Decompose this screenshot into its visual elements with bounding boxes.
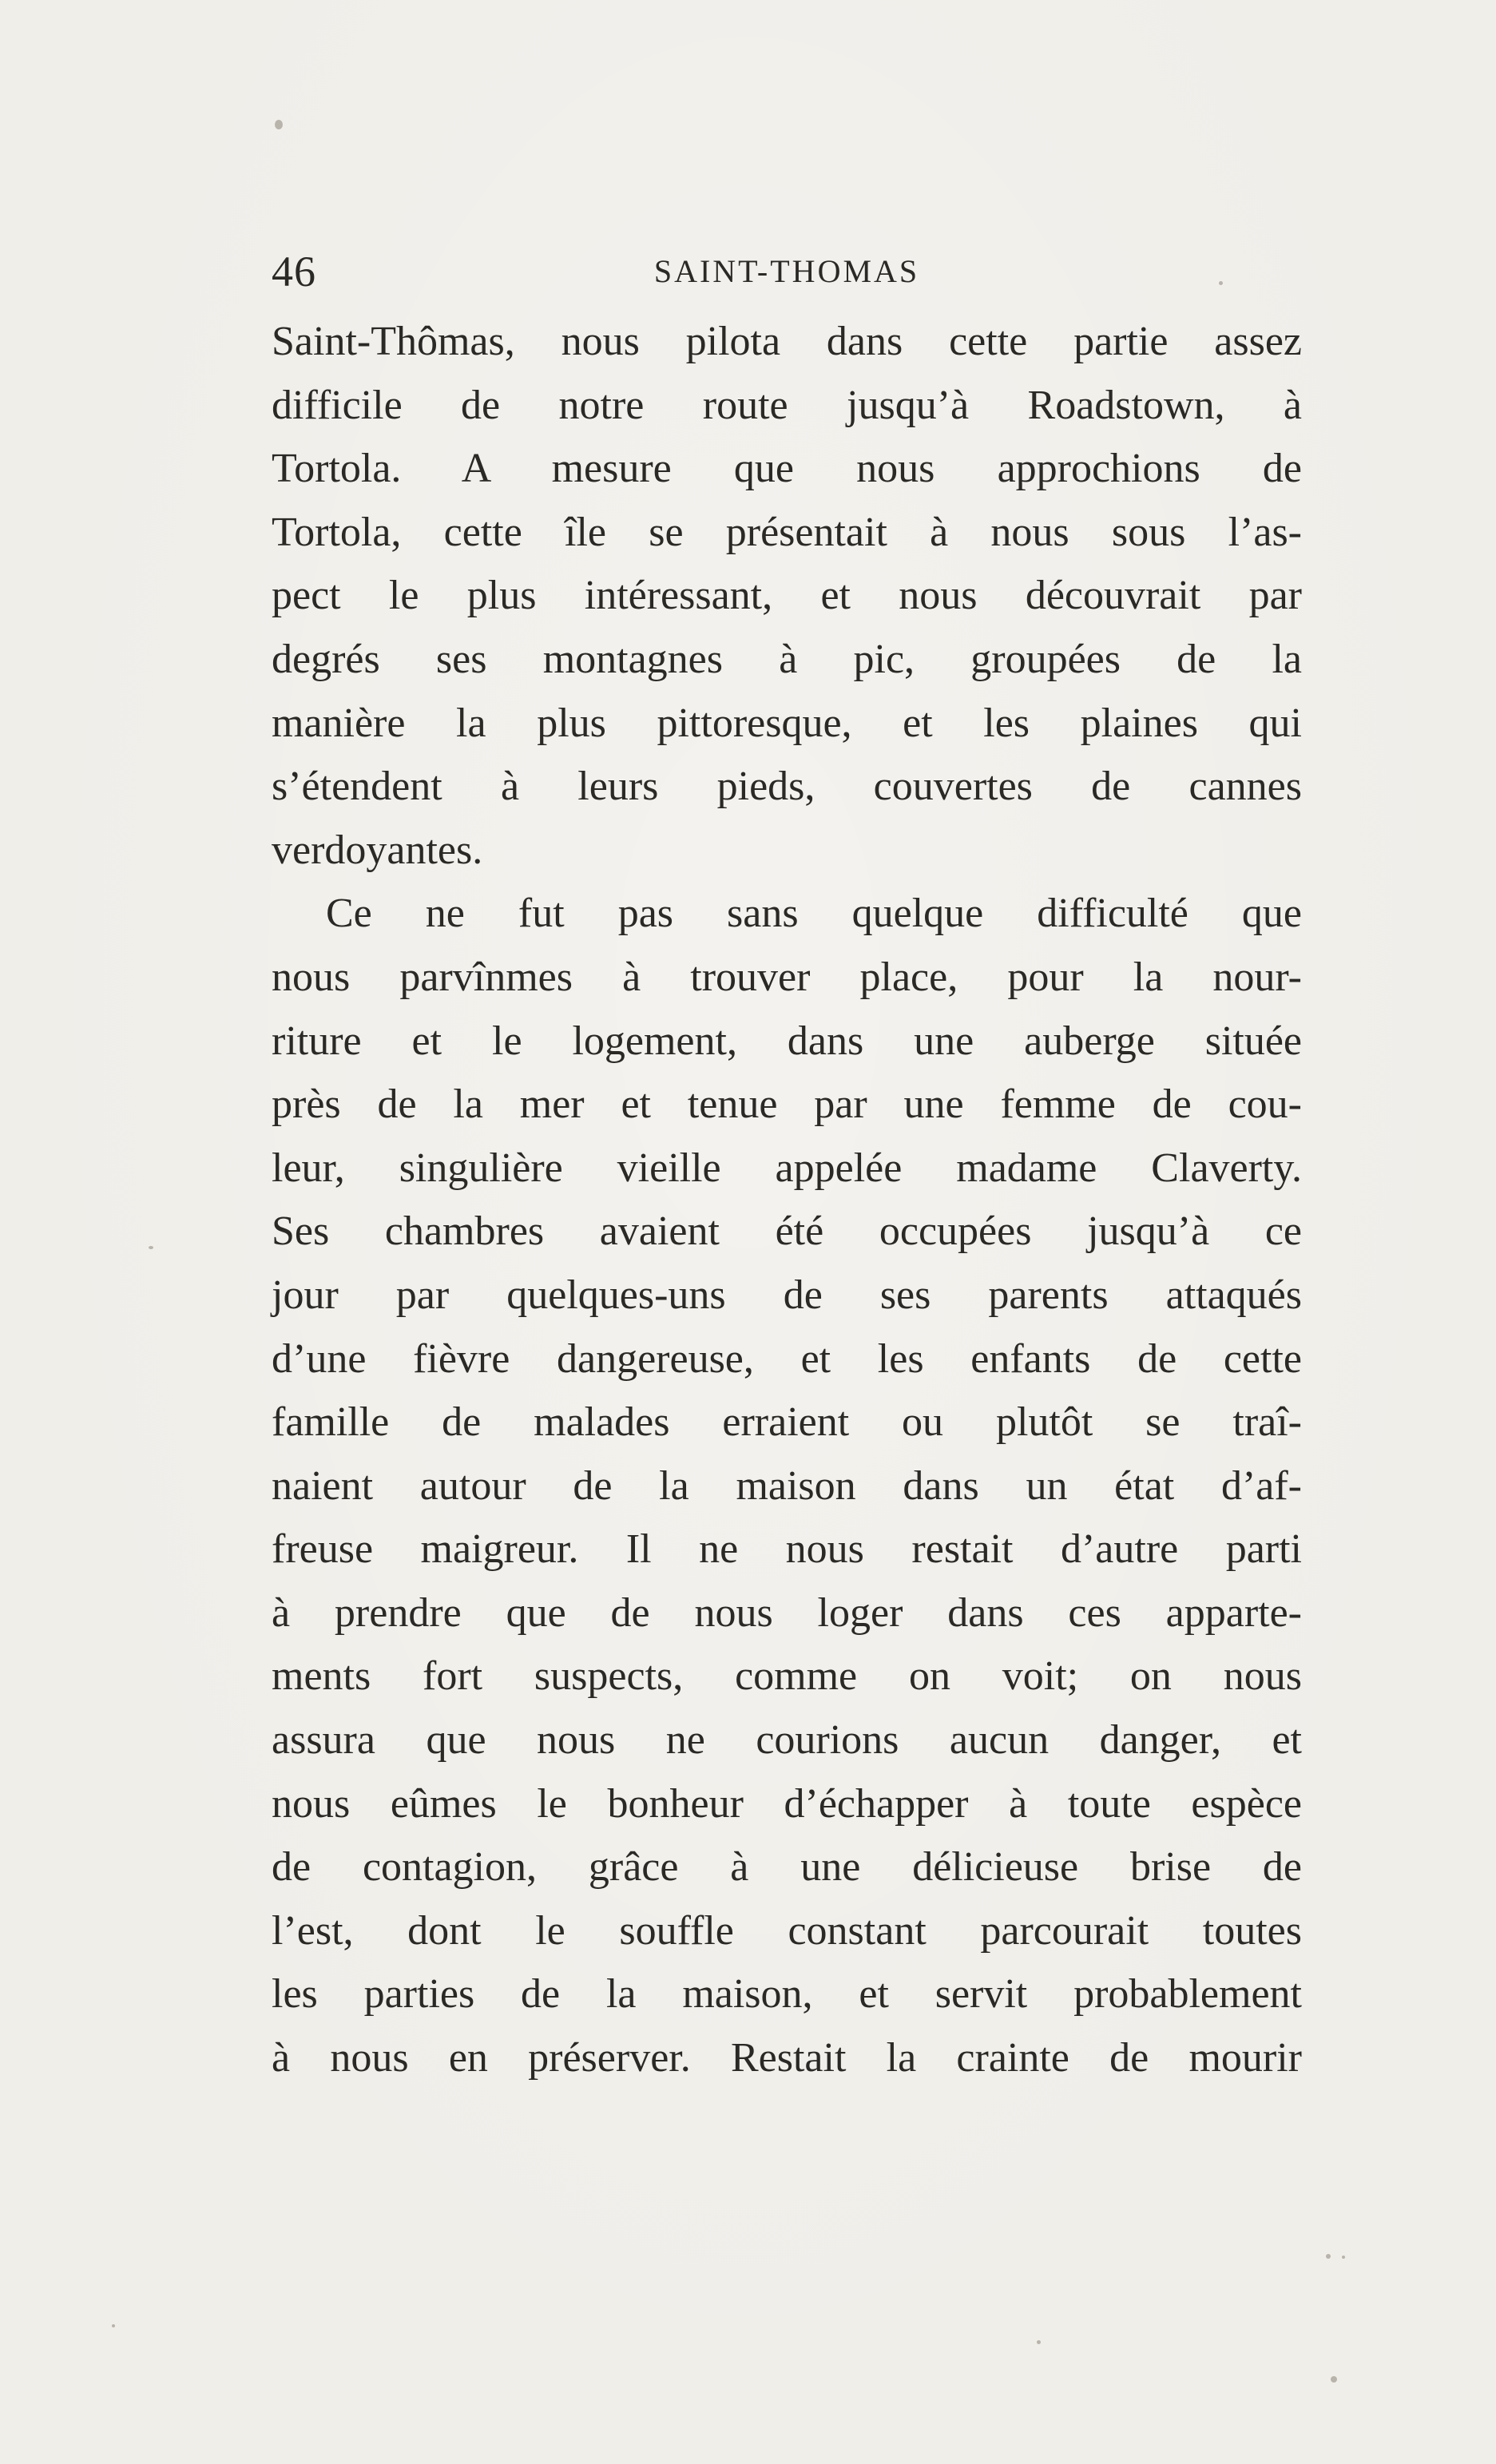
text-line: naient autour de la maison dans un état d’af-: [272, 1462, 1302, 1509]
text-line: près de la mer et tenue par une femme de cou-: [272, 1081, 1302, 1128]
text-line: Tortola, cette île se présentait à nous sous l’as-: [272, 509, 1302, 555]
text-line: ments fort suspects, comme on voit; on nous: [272, 1653, 1302, 1700]
text-line: leur, singulière vieille appelée madame Claverty.: [272, 1145, 1302, 1191]
text-line: manière la plus pittoresque, et les plaines qui: [272, 700, 1302, 746]
paper-speck: [1331, 2376, 1337, 2383]
paragraph-1: [272, 310, 1302, 882]
paper-speck: [112, 2324, 115, 2327]
paper-speck: [1326, 2254, 1331, 2259]
text-line: Saint-Thômas, nous pilota dans cette partie assez: [272, 319, 1302, 364]
page-header: [272, 240, 1302, 304]
paper-speck: [149, 1246, 153, 1249]
text-line: assura que nous ne courions aucun danger, et: [272, 1717, 1302, 1764]
page-number: 46: [272, 248, 316, 296]
text-line: à prendre que de nous loger dans ces apparte-: [272, 1589, 1302, 1636]
text-line: riture et le logement, dans une auberge située: [272, 1018, 1302, 1064]
text-line: famille de malades erraient ou plutôt se traî-: [272, 1399, 1302, 1446]
paper-speck: [1037, 2340, 1041, 2344]
text-line: de contagion, grâce à une délicieuse brise de: [272, 1844, 1302, 1891]
paragraph-2: [272, 882, 1302, 2089]
text-line: les parties de la maison, et servit probablement: [272, 1971, 1302, 2018]
text-line: nous eûmes le bonheur d’échapper à toute espèce: [272, 1780, 1302, 1827]
text-line: d’une fièvre dangereuse, et les enfants de cette: [272, 1335, 1302, 1382]
text-line: verdoyantes.: [272, 827, 483, 873]
text-line: Tortola. A mesure que nous approchions de: [272, 446, 1302, 492]
text-line: Ce ne fut pas sans quelque difficulté que: [326, 891, 1302, 937]
text-line: pect le plus intéressant, et nous découvrait par: [272, 573, 1302, 619]
text-line: jour par quelques-uns de ses parents attaqués: [272, 1272, 1302, 1318]
text-line: à nous en préserver. Restait la crainte de mourir: [272, 2035, 1302, 2081]
text-line: Ses chambres avaient été occupées jusqu’à ce: [272, 1208, 1302, 1255]
text-line: degrés ses montagnes à pic, groupées de la: [272, 636, 1302, 682]
paper-speck: [1342, 2256, 1345, 2259]
body-text: [272, 310, 1302, 2090]
text-line: s’étendent à leurs pieds, couvertes de cannes: [272, 764, 1302, 810]
text-line: difficile de notre route jusqu’à Roadstown, à: [272, 382, 1302, 428]
text-line: freuse maigreur. Il ne nous restait d’autre parti: [272, 1526, 1302, 1573]
paper-speck: [1219, 281, 1223, 285]
running-head: SAINT-THOMAS: [653, 253, 920, 289]
text-line: l’est, dont le souffle constant parcourait toutes: [272, 1907, 1302, 1954]
paper-speck: [275, 120, 283, 129]
text-line: nous parvînmes à trouver place, pour la nour-: [272, 954, 1302, 1000]
